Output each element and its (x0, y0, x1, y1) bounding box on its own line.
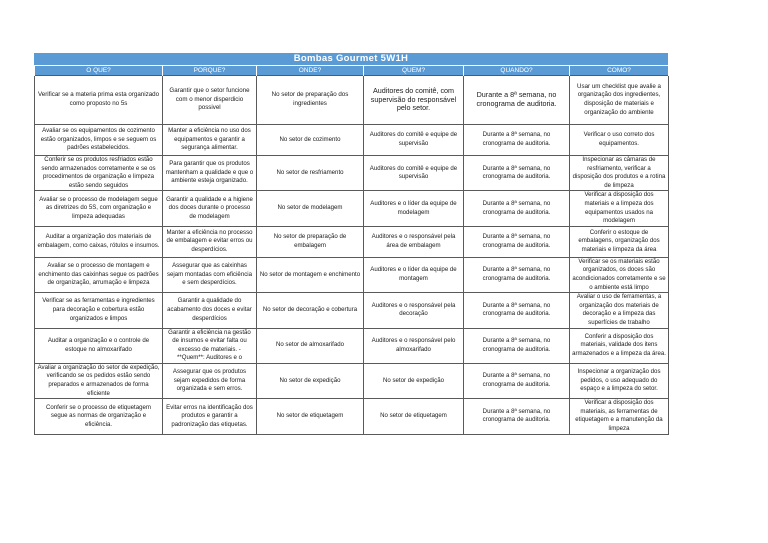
header-como: COMO? (570, 66, 669, 76)
header-onde: ONDE? (257, 66, 364, 76)
cell-como: Inspecionar as câmaras de resfriamento, verificar a disposição dos produtos e a rotina de limpeza (570, 156, 669, 191)
cell-quem: Auditores e o líder da equipe de montagem (364, 257, 464, 292)
cell-porque: Manter a eficiência no processo de embalagem e evitar erros ou desperdícios. (163, 226, 257, 257)
cell-como: Verificar a disposição dos materiais, as ferramentas de etiquetagem e a manutenção da limpeza (570, 399, 669, 434)
cell-como: Usar um checklist que avalie a organização dos ingredientes, disposição de materiais e organização do ambiente (570, 76, 669, 125)
cell-porque: Manter a eficiência no uso dos equipamentos e garantir a segurança alimentar. (163, 125, 257, 156)
cell-quem: Auditores do comitê e equipe de supervisão (364, 125, 464, 156)
cell-porque: Garantir a eficiência na gestão de insumos e evitar falta ou excesso de materiais. - **Quem**: Auditores e o (163, 328, 257, 363)
cell-quem: Auditores do comitê e equipe de supervisão (364, 156, 464, 191)
cell-onde: No setor de resfriamento (257, 156, 364, 191)
cell-onde: No setor de cozimento (257, 125, 364, 156)
cell-onde: No setor de almoxarifado (257, 328, 364, 363)
table-row (35, 257, 669, 292)
cell-quando: Durante a 8ª semana, no cronograma de auditoria. (464, 328, 570, 363)
cell-quem: Auditores e o responsável pela decoração (364, 293, 464, 328)
cell-porque: Garantir a qualidade e a higiene dos doces durante o processo de modelagem (163, 191, 257, 226)
cell-porque: Evitar erros na identificação dos produtos e garantir a padronização das etiquetas. (163, 399, 257, 434)
plan-table (34, 65, 669, 435)
table-row (35, 293, 669, 328)
cell-quem: Auditores do comitê, com supervisão do responsável pelo setor. (364, 76, 464, 125)
cell-como: Verificar o uso correto dos equipamentos. (570, 125, 669, 156)
table-row (35, 226, 669, 257)
header-row (35, 66, 669, 76)
cell-onde: No setor de etiquetagem (257, 399, 364, 434)
spreadsheet-5w1h (34, 53, 668, 435)
cell-porque: Assegurar que as caixinhas sejam montadas com eficiência e sem desperdícios. (163, 257, 257, 292)
cell-quando: Durante a 8ª semana, no cronograma de auditoria. (464, 293, 570, 328)
header-quem: QUEM? (364, 66, 464, 76)
table-row (35, 399, 669, 434)
cell-porque: Assegurar que os produtos sejam expedidos de forma organizada e sem erros. (163, 363, 257, 398)
header-quando: QUANDO? (464, 66, 570, 76)
cell-quem: No setor de expedição (364, 363, 464, 398)
cell-quando: Durante a 8ª semana, no cronograma de auditoria. (464, 156, 570, 191)
cell-como: Avaliar o uso de ferramentas, a organização dos materiais de decoração e a limpeza das superfícies de trabalho (570, 293, 669, 328)
cell-quem: Auditores e o responsável pela área de embalagem (364, 226, 464, 257)
table-row (35, 125, 669, 156)
cell-quando: Durante a 8ª semana, no cronograma de auditoria. (464, 363, 570, 398)
cell-onde: No setor de modelagem (257, 191, 364, 226)
header-o-que: O QUE? (35, 66, 163, 76)
cell-quem: No setor de etiquetagem (364, 399, 464, 434)
cell-onde: No setor de expedição (257, 363, 364, 398)
cell-porque: Garantir que o setor funcione com o menor disperdicio possivel (163, 76, 257, 125)
cell-onde: No setor de preparação dos ingredientes (257, 76, 364, 125)
table-row (35, 156, 669, 191)
cell-onde: No setor de decoração e cobertura (257, 293, 364, 328)
cell-o-que: Verificar se as ferramentas e ingredientes para decoração e cobertura estão organizados e limpos (35, 293, 163, 328)
cell-quando: Durante a 8ª semana, no cronograma de auditoria. (464, 125, 570, 156)
cell-o-que: Avaliar se os equipamentos de cozimento estão organizados, limpos e se seguem os padrões estabelecidos. (35, 125, 163, 156)
cell-quando: Durante a 8ª semana, no cronograma de auditoria. (464, 399, 570, 434)
cell-quando: Durante a 8ª semana, no cronograma de auditoria. (464, 226, 570, 257)
cell-porque: Garantir a qualidade do acabamento dos doces e evitar desperdícios (163, 293, 257, 328)
table-row (35, 328, 669, 363)
cell-o-que: Verificar se a materia prima esta organizado como proposto no 5s (35, 76, 163, 125)
sheet-title: Bombas Gourmet 5W1H (34, 53, 668, 65)
cell-quando: Durante a 8ª semana, no cronograma de auditoria. (464, 76, 570, 125)
cell-o-que: Auditar a organização e o controle de estoque no almoxarifado (35, 328, 163, 363)
cell-quem: Auditores e o responsável pelo almoxarifado (364, 328, 464, 363)
cell-como: Conferir a disposição dos materiais, validade dos itens armazenados e a limpeza da área. (570, 328, 669, 363)
cell-quem: Auditores e o líder da equipe de modelagem (364, 191, 464, 226)
header-porque: PORQUE? (163, 66, 257, 76)
cell-o-que: Conferir se o processo de etiquetagem segue as normas de organização e eficiência. (35, 399, 163, 434)
cell-o-que: Auditar a organização dos materiais de embalagem, como caixas, rótulos e insumos. (35, 226, 163, 257)
table-row (35, 363, 669, 398)
cell-porque: Para garantir que os produtos mantenham a qualidade e que o ambiente esteja organizado. (163, 156, 257, 191)
cell-onde: No setor de preparação de embalagem (257, 226, 364, 257)
table-row (35, 76, 669, 125)
cell-o-que: Avaliar a organização do setor de expedição, verificando se os pedidos estão sendo preparados e armazenados de forma eficiente (35, 363, 163, 398)
cell-onde: No setor de montagem e enchimento (257, 257, 364, 292)
cell-como: Conferir o estoque de embalagens, organização dos materiais e limpeza da área (570, 226, 669, 257)
cell-quando: Durante a 8ª semana, no cronograma de auditoria. (464, 257, 570, 292)
cell-quando: Durante a 8ª semana, no cronograma de auditoria. (464, 191, 570, 226)
cell-como: Verificar a disposição dos materiais e a limpeza dos equipamentos usados na modelagem (570, 191, 669, 226)
cell-o-que: Conferir se os produtos resfriados estão sendo armazenados corretamente e se os procedimentos de organização e limpeza estão sendo seguidos (35, 156, 163, 191)
cell-o-que: Avaliar se o processo de modelagem segue as diretrizes do 5S, com organização e limpeza adequadas (35, 191, 163, 226)
cell-como: Verificar se os materiais estão organizados, os doces são acondicionados corretamente e se o ambiente está limpo (570, 257, 669, 292)
cell-o-que: Avaliar se o processo de montagem e enchimento das caixinhas segue os padrões de organização, arrumação e limpeza (35, 257, 163, 292)
table-row (35, 191, 669, 226)
cell-como: Inspecionar a organização dos pedidos, o uso adequado do espaço e a limpeza do setor. (570, 363, 669, 398)
